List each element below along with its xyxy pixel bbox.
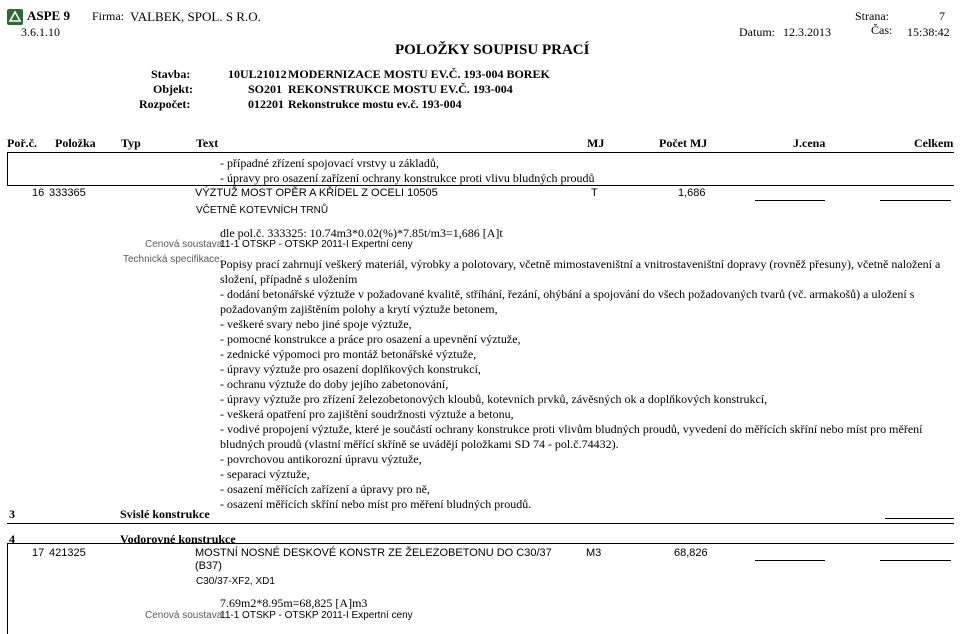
item-subtext: C30/37-XF2, XD1	[196, 576, 275, 587]
item-calculation: 7.69m2*8.95m=68,825 [A]m3	[220, 596, 368, 610]
item-code: 333365	[49, 187, 86, 199]
section-number: 3	[9, 507, 15, 521]
item-number: 17	[32, 547, 45, 559]
firma-label: Firma:	[92, 9, 124, 23]
datum-value: 12.3.2013	[783, 25, 831, 39]
tech-line: - vodivé propojení výztuže, které je součástí ochrany konstrukce proti vlivům bludných proudů, vyvedení do měřících skříní nebo míst pro měření	[220, 422, 923, 436]
tech-line: - veškerá opatření pro zajištění soudržnosti výztuže a betonu,	[220, 407, 514, 421]
tech-spec-label: Technická specifikace:	[123, 254, 223, 265]
tech-line: - úpravy výztuže pro zřízení železobetonových kloubů, kotevních prvků, závěsných ok a doplňkových konstrukcí,	[220, 392, 768, 406]
cenova-label: Cenová soustava:	[145, 239, 226, 250]
section-name: Svislé konstrukce	[120, 507, 210, 521]
section-divider	[7, 543, 954, 544]
item-quantity: 1,686	[678, 187, 706, 199]
rozpocet-name: Rekonstrukce mostu ev.č. 193-004	[288, 97, 462, 111]
tech-line: - veškeré svary nebo jiné spoje výztuže,	[220, 317, 412, 331]
item-name: MOSTNÍ NOSNÉ DESKOVÉ KONSTR ZE ŽELEZOBETONU DO C30/37	[195, 547, 552, 559]
section-number: 4	[9, 532, 15, 546]
cenova-value: 11-1 OTSKP - OTSKP 2011-I Expertní ceny	[220, 610, 413, 621]
objekt-name: REKONSTRUKCE MOSTU EV.Č. 193-004	[288, 82, 513, 96]
item-unit: T	[591, 187, 598, 199]
left-border	[7, 153, 8, 185]
item-quantity: 68,826	[674, 547, 708, 559]
item-calculation: dle pol.č. 333325: 10.74m3*0.02(%)*7.85t/m3=1,686 [A]t	[220, 226, 503, 240]
strana-label: Strana:	[855, 9, 889, 23]
datum-label: Datum:	[739, 25, 775, 39]
aspe-logo	[7, 9, 23, 25]
stavba-name: MODERNIZACE MOSTU EV.Č. 193-004 BOREK	[288, 67, 550, 81]
page-title: POLOŽKY SOUPISU PRACÍ	[395, 42, 590, 58]
col-typ: Typ	[121, 136, 141, 150]
item-number: 16	[32, 187, 45, 199]
col-pocet: Počet MJ	[659, 136, 708, 150]
firma-value: VALBEK, SPOL. S R.O.	[130, 9, 261, 24]
rozpocet-code: 012201	[248, 97, 284, 111]
col-polozka: Položka	[55, 136, 96, 150]
tech-line: - osazení měřících zařízení a úpravy pro ně,	[220, 482, 430, 496]
unit-price-blank	[755, 560, 825, 561]
tech-line: - osazení měřících skříní nebo míst pro měření bludných proudů.	[220, 497, 532, 511]
tech-line: - ochranu výztuže do doby jejího zabetonování,	[220, 377, 449, 391]
cas-value: 15:38:42	[907, 25, 950, 39]
item-subtext: VČETNĚ KOTEVNÍCH TRNŮ	[196, 205, 329, 216]
objekt-code: SO201	[248, 82, 283, 96]
tech-line: - separaci výztuže,	[220, 467, 310, 481]
strana-value: 7	[939, 9, 945, 23]
col-por: Poř.č.	[7, 136, 37, 150]
section-total-blank	[885, 518, 954, 519]
app-name: ASPE 9	[27, 8, 70, 23]
item-code: 421325	[49, 547, 86, 559]
tech-line: - povrchovou antikorozní úpravu výztuže,	[220, 452, 422, 466]
rozpocet-label: Rozpočet:	[139, 97, 191, 111]
cenova-label: Cenová soustava:	[145, 610, 226, 621]
tech-line: - dodání betonářské výztuže v požadované kvalitě, stříhání, řezání, ohýbání a spojování do všech požadovaných tvarů (vč. armakošů) a uložení s	[220, 287, 915, 301]
header-divider	[7, 152, 954, 153]
col-text: Text	[196, 136, 219, 150]
col-cena: J.cena	[793, 136, 826, 150]
total-price-blank	[880, 560, 951, 561]
stavba-code: 10UL21012	[228, 67, 287, 81]
tech-line: Popisy prací zahrnují veškerý materiál, výrobky a polotovary, včetně mimostaveništní a vnitrostaveništní dopravy (rovněž přesuny), včetně naložení a	[220, 257, 941, 271]
col-mj: MJ	[587, 136, 605, 150]
tech-line: bludných proudů (vlastní měřící skříně se uvádějí položkami SD 74 - pol.č.74432).	[220, 437, 619, 451]
item-name-continued: (B37)	[195, 560, 222, 572]
tech-line: - pomocné konstrukce a práce pro osazení a upevnění výztuže,	[220, 332, 521, 346]
col-celkem: Celkem	[914, 136, 954, 150]
section-name: Vodorovné konstrukce	[120, 532, 236, 546]
objekt-label: Objekt:	[153, 82, 193, 96]
cas-label: Čas:	[871, 23, 893, 37]
row-divider	[7, 185, 954, 186]
unit-price-blank	[755, 200, 825, 201]
spec-line: - úpravy pro osazení zařízení ochrany konstrukce proti vlivu bludných proudů	[220, 171, 595, 185]
item-name: VÝZTUŽ MOST OPĚR A KŘÍDEL Z OCELI 10505	[195, 187, 438, 199]
stavba-label: Stavba:	[151, 67, 191, 81]
left-border	[7, 543, 8, 634]
spec-line: - případné zřízení spojovací vrstvy u základů,	[220, 156, 439, 170]
tech-line: - zednické výpomoci pro montáž betonářské výztuže,	[220, 347, 477, 361]
tech-line: složení, případně s uložením	[220, 272, 358, 286]
section-divider	[7, 523, 954, 524]
version: 3.6.1.10	[21, 25, 60, 39]
tech-line: - úpravy výztuže pro osazení doplňkových konstrukcí,	[220, 362, 481, 376]
total-price-blank	[880, 200, 951, 201]
item-unit: M3	[586, 547, 602, 559]
cenova-value: 11-1 OTSKP - OTSKP 2011-I Expertní ceny	[220, 239, 413, 250]
tech-line: požadovaným zajištěním polohy a krytí výztuže betonem,	[220, 302, 498, 316]
